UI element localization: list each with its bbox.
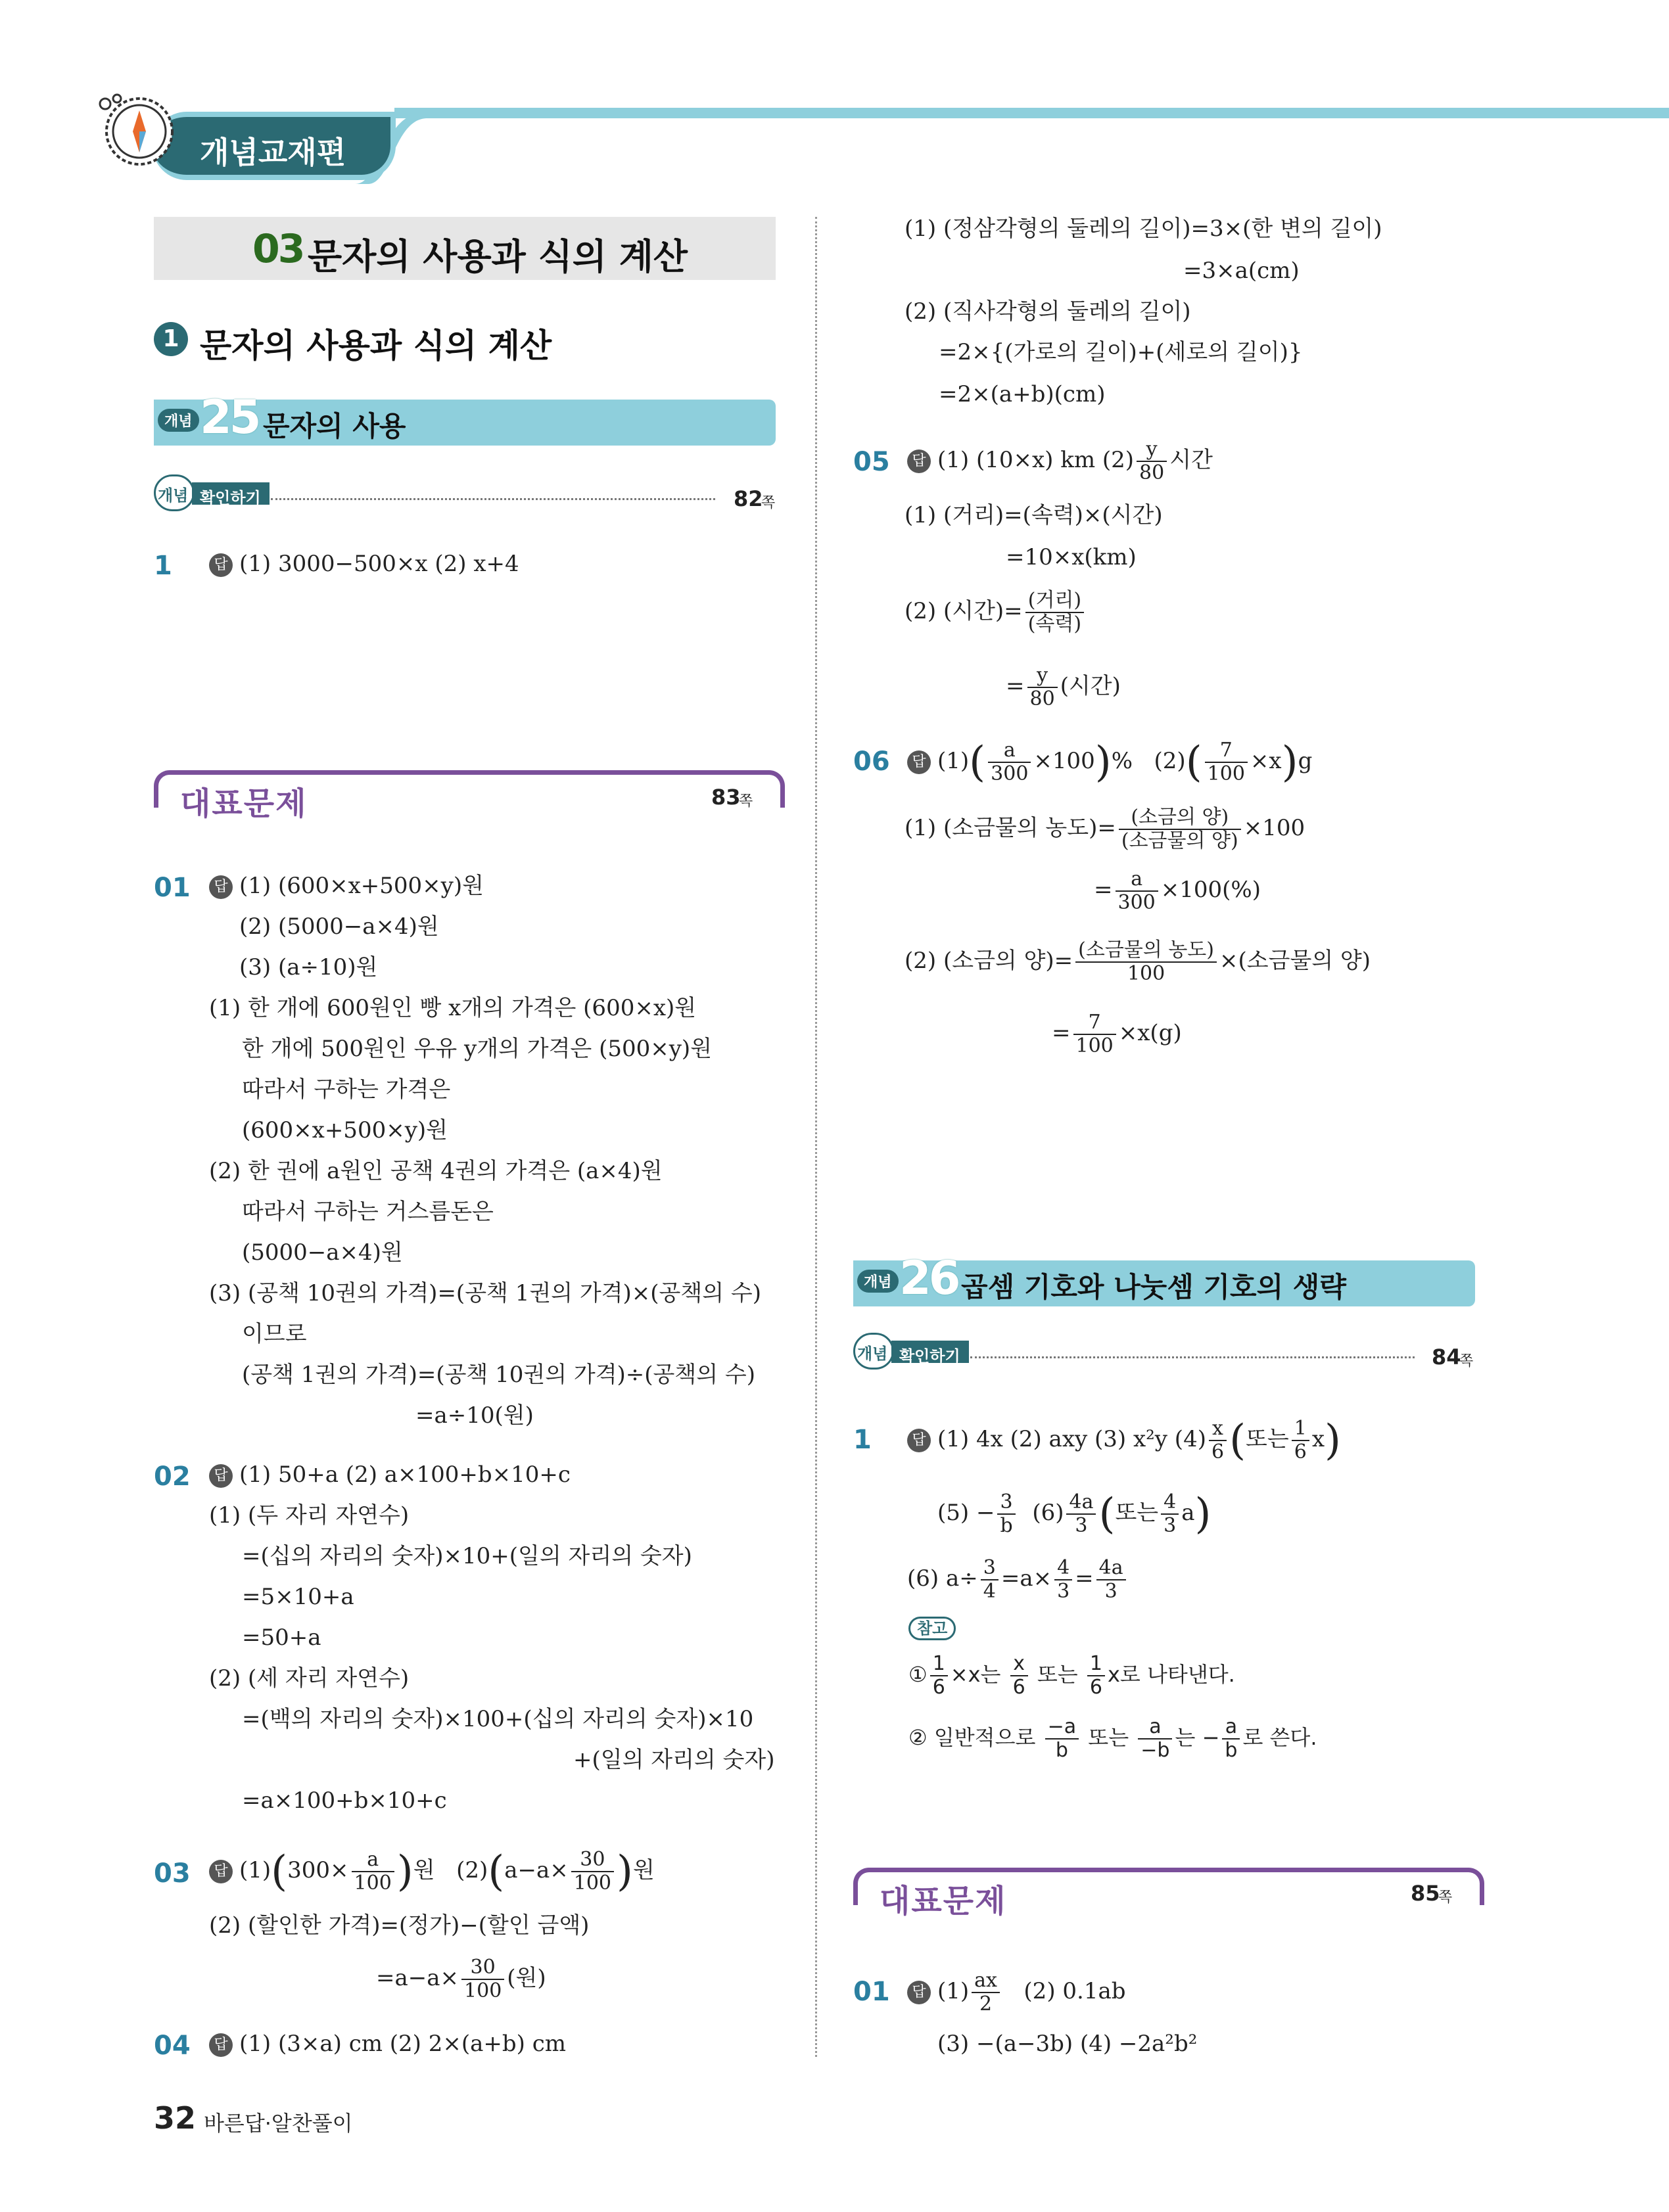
p01-sol-10: (공책 1권의 가격)=(공책 10권의 가격)÷(공책의 수)	[242, 1362, 756, 1388]
daepyo2-title: 대표문제	[880, 1883, 1007, 1920]
daepyo2-p01-answer: 답 (1) $\frac{ax}{2}$ (2) 0.1ab	[907, 1964, 1126, 2019]
p01-sol-4: (600×x+500×y)원	[242, 1117, 448, 1143]
concept25-q1-answer: 답 (1) 3000−500×x (2) x+4	[209, 549, 519, 578]
header-tab-label: 개념교재편	[200, 135, 346, 170]
concept26-badge: 개념	[857, 1270, 899, 1293]
p03-sol-2: =a−a× $\frac{30}{100}$ (원)	[376, 1956, 546, 2002]
p02-sol-5: (2) (세 자리 자연수)	[209, 1665, 410, 1692]
daepyo1-page: 83	[711, 785, 741, 810]
daepyo1-title: 대표문제	[180, 785, 308, 822]
p02-sol-2: =(십의 자리의 숫자)×10+(일의 자리의 숫자)	[242, 1543, 692, 1569]
column-divider	[815, 217, 817, 2057]
p01-answer-1: 답 (1) (600×x+500×y)원	[209, 871, 484, 900]
daepyo1-page-unit: 쪽	[739, 793, 753, 810]
p05-sol-4: = $\frac{y}{80}$ (시간)	[1006, 664, 1121, 710]
p03-answer: 답 (1)(300× $\frac{a}{100}$ )원 (2)(a−a× $\frac{30}{100}$ )원	[209, 1844, 655, 1898]
p01-number: 01	[154, 873, 191, 903]
concept25-title: 문자의 사용	[263, 410, 406, 442]
concept25-badge: 개념	[158, 409, 199, 432]
concept26-q1-line2: (5) − $\frac{3}{b}$ (6) $\frac{4a}{3}$ (또는 $\frac{4}{3}$ a)	[937, 1490, 1211, 1538]
concept26-number: 26	[899, 1251, 958, 1305]
p03-sol-1: (2) (할인한 가격)=(정가)−(할인 금액)	[209, 1912, 590, 1939]
p01-sol-8: (3) (공책 10권의 가격)=(공책 1권의 가격)×(공책의 수)	[209, 1280, 761, 1306]
p02-sol-8: =a×100+b×10+c	[242, 1787, 447, 1814]
answer-icon: 답	[907, 1429, 931, 1452]
concept26-page: 84	[1432, 1345, 1461, 1370]
footer-book-label: 바른답·알찬풀이	[204, 2111, 353, 2136]
concept25-check-badge: 개념 확인하기	[154, 474, 270, 511]
concept25-page: 82	[734, 486, 763, 511]
concept26-dots	[970, 1356, 1415, 1358]
answer-icon: 답	[209, 875, 233, 899]
rt-line-3: (2) (직사각형의 둘레의 길이)	[905, 298, 1191, 325]
rt-line-4: =2×{(가로의 길이)+(세로의 길이)}	[939, 339, 1303, 365]
chapter-title: 문자의 사용과 식의 계산	[308, 236, 688, 277]
concept25-number: 25	[200, 390, 259, 444]
answer-icon: 답	[209, 553, 233, 577]
p02-sol-6: =(백의 자리의 숫자)×100+(십의 자리의 숫자)×10	[242, 1706, 754, 1732]
daepyo2-p01-number: 01	[853, 1977, 890, 2007]
p01-sol-3: 따라서 구하는 가격은	[242, 1076, 451, 1103]
p05-answer: 답 (1) (10×x) km (2) $\frac{y}{80}$ 시간	[907, 434, 1213, 486]
p06-sol-4: = $\frac{7}{100}$ ×x(g)	[1052, 1011, 1182, 1057]
p05-sol-3: (2) (시간)= $\frac{\text{(거리)}}{\text{(속력)}}$	[905, 584, 1087, 639]
answer-icon: 답	[209, 1860, 233, 1883]
p01-sol-7: (5000−a×4)원	[242, 1239, 403, 1266]
p02-sol-7: +(일의 자리의 숫자)	[573, 1747, 775, 1773]
p04-number: 04	[154, 2031, 191, 2061]
p05-sol-2: =10×x(km)	[1006, 544, 1137, 570]
rt-line-1: (1) (정삼각형의 둘레의 길이)=3×(한 변의 길이)	[905, 216, 1382, 242]
p01-sol-6: 따라서 구하는 거스름돈은	[242, 1199, 494, 1225]
answer-icon: 답	[907, 1981, 931, 2004]
p01-sol-11: =a÷10(원)	[415, 1402, 534, 1429]
p05-number: 05	[853, 447, 890, 477]
note-2: ② 일반적으로 $\frac{-a}{b}$ 또는 $\frac{a}{-b}$ 는 − $\frac{a}{b}$ 로 쓴다.	[908, 1715, 1317, 1762]
answer-icon: 답	[209, 2033, 233, 2057]
concept26-title: 곱셈 기호와 나눗셈 기호의 생략	[961, 1271, 1346, 1303]
chapter-number: 03	[252, 226, 304, 272]
p06-sol-2: = $\frac{a}{300}$ ×100(%)	[1094, 867, 1261, 914]
p06-answer: 답 (1)( $\frac{a}{300}$ ×100)% (2)( $\frac{7}{100}$ ×x)g	[907, 733, 1312, 790]
p06-number: 06	[853, 747, 890, 777]
answer-icon: 답	[209, 1464, 233, 1488]
p01-answer-3: (3) (a÷10)원	[239, 954, 378, 980]
p01-sol-1: (1) 한 개에 600원인 빵 x개의 가격은 (600×x)원	[209, 995, 697, 1021]
top-header-bar	[394, 108, 1669, 118]
p02-sol-3: =5×10+a	[242, 1584, 354, 1610]
p01-sol-5: (2) 한 권에 a원인 공책 4권의 가격은 (a×4)원	[209, 1158, 663, 1184]
header-tab	[153, 112, 396, 180]
p02-sol-4: =50+a	[242, 1624, 321, 1651]
p02-sol-1: (1) (두 자리 자연수)	[209, 1502, 410, 1529]
p06-sol-1: (1) (소금물의 농도)= $\frac{\text{(소금의 양)}}{\text{(소금물의 양)}}$ ×100	[905, 806, 1305, 852]
chapter-title-box	[154, 217, 776, 280]
footer-page-number: 32	[154, 2100, 197, 2136]
p03-number: 03	[154, 1858, 191, 1889]
p01-sol-9: 이므로	[242, 1321, 307, 1347]
note-label: 참고	[908, 1617, 956, 1640]
rt-line-2: =3×a(cm)	[1183, 258, 1300, 284]
rt-line-5: =2×(a+b)(cm)	[939, 381, 1106, 407]
concept26-q1-line3: (6) a÷ $\frac{3}{4}$ =a× $\frac{4}{3}$ = $\frac{4a}{3}$	[907, 1551, 1129, 1606]
concept26-q1-line1: 답 (1) 4x (2) axy (3) x²y (4) $\frac{x}{6}$ (또는 $\frac{1}{6}$ x)	[907, 1412, 1341, 1468]
daepyo2-p01-line2: (3) −(a−3b) (4) −2a²b²	[937, 2031, 1198, 2057]
p01-sol-2: 한 개에 500원인 우유 y개의 가격은 (500×y)원	[242, 1036, 713, 1062]
section-number-badge: 1	[154, 322, 188, 356]
concept26-q1-number: 1	[853, 1425, 872, 1455]
concept25-q1-number: 1	[154, 551, 172, 581]
concept26-check-badge: 개념 확인하기	[853, 1333, 969, 1370]
concept25-dots	[271, 498, 715, 500]
p02-answer: 답 (1) 50+a (2) a×100+b×10+c	[209, 1460, 571, 1489]
section-title: 문자의 사용과 식의 계산	[200, 327, 552, 365]
note-1: ① $\frac{1}{6}$ ×x는 $\frac{x}{6}$ 또는 $\frac{1}{6}$ x로 나타낸다.	[908, 1652, 1235, 1699]
answer-icon: 답	[907, 449, 931, 473]
daepyo2-page-unit: 쪽	[1438, 1889, 1453, 1906]
p05-sol-1: (1) (거리)=(속력)×(시간)	[905, 502, 1163, 528]
section-heading	[154, 319, 745, 365]
daepyo2-page: 85	[1411, 1881, 1440, 1906]
concept26-page-unit: 쪽	[1459, 1353, 1474, 1370]
p06-sol-3: (2) (소금의 양)= $\frac{\text{(소금물의 농도)}}{100}$ ×(소금물의 양)	[905, 938, 1371, 985]
compass-icon	[99, 91, 177, 170]
p04-answer: 답 (1) (3×a) cm (2) 2×(a+b) cm	[209, 2029, 566, 2058]
p02-number: 02	[154, 1462, 191, 1492]
p01-answer-2: (2) (5000−a×4)원	[239, 913, 439, 940]
concept25-page-unit: 쪽	[761, 495, 776, 511]
answer-icon: 답	[907, 750, 931, 774]
